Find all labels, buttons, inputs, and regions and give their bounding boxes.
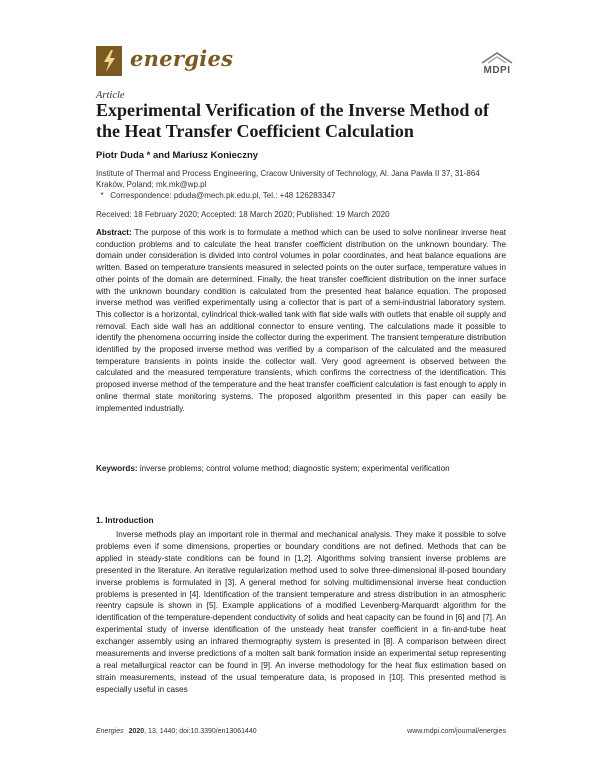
energies-logo-icon [96, 46, 122, 76]
section-body-text: Inverse methods play an important role in thermal and mechanical analysis. They make it possible to solve problems even if some dimensions, properties or boundary conditions are not defined. Methods that can be applied in steady-state conditions can be found in [1,2]. Algorithms solving transient inverse problems are presented in the literature. An iterative regularization method used to solve three-dimensional ill-posed boundary inverse problems is formulated in [3]. A general method for solving multidimensional inverse heat conduction problems is presented in [4]. Identification of the transient temperature and stress distribution in an atmospheric reentry capsule is shown in [5]. Example applications of a modified Levenberg-Marquardt algorithm for the identification of the temperature-dependent conductivity of solids and heat capacity can be found in [6] and [7]. An experimental study of inverse identification of the unsteady heat transfer coefficient in a fin-and-tube heat exchanger assembly using an infrared thermography system is presented in [8]. A comparison between direct measurements and inverse predictions of a molten salt bank formation inside an experimental setup representing a real metallurgical reactor can be found in [9]. An inverse methodology for the heat flux estimation based on strain measurements, instead of the usual temperature data, is proposed in [10]. This presented method is especially useful in cases [96, 530, 506, 694]
footer-citation-text: , 13, 1440; doi:10.3390/en13061440 [144, 728, 257, 735]
journal-header [96, 46, 516, 80]
abstract-text: The purpose of this work is to formulate a method which can be used to solve nonlinear inverse heat conduction problems and to calculate the heat transfer coefficient distribution on the unknown boundary. The domain under consideration is divided into control volumes in polar coordinates, and heat balance equations are written. Based on temperature transients measured in selected points on the outer surface, temperature values in other points of the domain are determined. Finally, the heat transfer coefficient distribution on the inner surface with the unknown boundary condition is calculated from the presented heat balance equation. The proposed inverse method was verified experimentally using a collector that is part of a semi-industrial laboratory system. This collector is a horizontal, cylindrical thick-walled tank with flat side walls with outlets that enable oil supply and removal. Each side wall has an additional connector to ensure venting. The calculations made it possible to identify the phenomena occurring inside the collector during the experiment. The transient temperature distribution identified by the proposed inverse method was verified by a comparison of the calculated and the measured temperature transients in points inside the collector wall. Very good agreement is observed between the calculated and the measured temperature transients, which confirms the correctness of the identification. This proposed inverse method of the temperature and the heat transfer coefficient calculation is fast enough to apply in online thermal state monitoring systems. The proposed algorithm presented in this paper can easily be implemented industrially. [96, 228, 506, 413]
journal-name[interactable]: energies [130, 46, 234, 71]
footer-citation [96, 728, 257, 735]
correspondence [96, 191, 335, 200]
section-heading: 1. Introduction [96, 515, 154, 525]
keywords [96, 464, 506, 473]
correspondence-star: * [100, 191, 104, 200]
author-list: Piotr Duda * and Mariusz Konieczny [96, 150, 259, 161]
publication-dates: Received: 18 February 2020; Accepted: 18 March 2020; Published: 19 March 2020 [96, 210, 390, 219]
keywords-label: Keywords: [96, 464, 138, 473]
article-type: Article [96, 90, 125, 101]
footer-url[interactable]: www.mdpi.com/journal/energies [407, 728, 506, 735]
footer-year: 2020 [128, 728, 145, 735]
correspondence-text: Correspondence: pduda@mech.pk.edu.pl, Tel.: +48 126283347 [110, 191, 336, 200]
keywords-text: inverse problems; control volume method; diagnostic system; experimental verification [139, 464, 450, 473]
paper-title: Experimental Verification of the Inverse Method of the Heat Transfer Coefficient Calculation [96, 100, 489, 141]
footer-journal: Energies [96, 728, 124, 735]
abstract [96, 227, 506, 414]
mdpi-logo-icon[interactable] [478, 50, 516, 76]
publisher-name: MDPI [483, 65, 511, 76]
abstract-label: Abstract: [96, 228, 132, 237]
affiliation: Institute of Thermal and Process Engineering, Cracow University of Technology, Al. Jana Pawła II 37, 31-864 Kraków, Poland; mk.mk@wp.pl [96, 169, 480, 189]
